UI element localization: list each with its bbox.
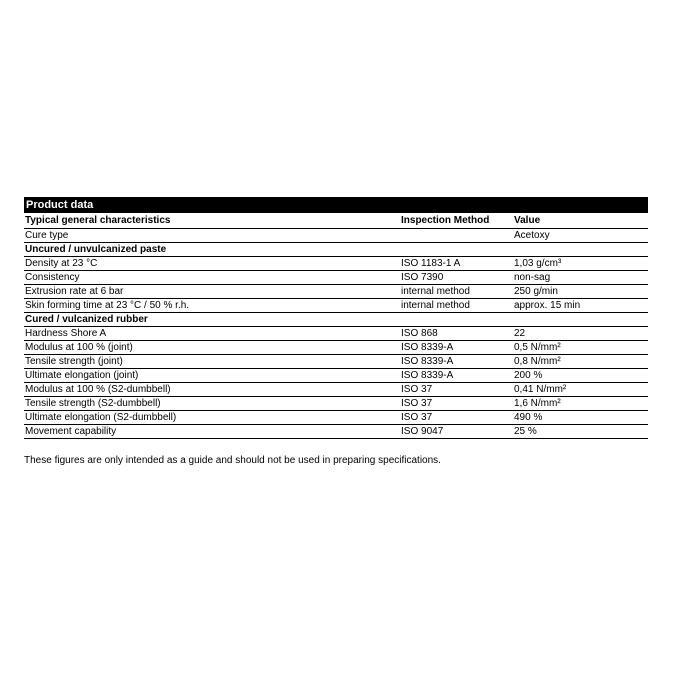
- cell-characteristic: Modulus at 100 % (joint): [24, 341, 400, 355]
- cell-inspection-method: ISO 868: [400, 327, 513, 341]
- cell-characteristic: Skin forming time at 23 °C / 50 % r.h.: [24, 299, 400, 313]
- cell-value: 0,5 N/mm²: [513, 341, 648, 355]
- cell-characteristic: Hardness Shore A: [24, 327, 400, 341]
- cell-characteristic: Cure type: [24, 229, 400, 243]
- cell-value: 1,03 g/cm³: [513, 257, 648, 271]
- cell-inspection-method: ISO 8339-A: [400, 369, 513, 383]
- product-data-table: [24, 213, 648, 439]
- cell-inspection-method: [400, 229, 513, 243]
- table-body: [24, 229, 648, 439]
- cell-inspection-method: ISO 37: [400, 383, 513, 397]
- header-characteristic: Typical general characteristics: [24, 213, 400, 229]
- section-title: Product data: [24, 197, 648, 213]
- cell-inspection-method: ISO 8339-A: [400, 355, 513, 369]
- table-row: [24, 411, 648, 425]
- cell-characteristic: Extrusion rate at 6 bar: [24, 285, 400, 299]
- cell-inspection-method: internal method: [400, 285, 513, 299]
- table-row: [24, 397, 648, 411]
- cell-value: 1,6 N/mm²: [513, 397, 648, 411]
- cell-value: 490 %: [513, 411, 648, 425]
- cell-inspection-method: internal method: [400, 299, 513, 313]
- cell-value: 0,41 N/mm²: [513, 383, 648, 397]
- cell-characteristic: Movement capability: [24, 425, 400, 439]
- section-header-label: Cured / vulcanized rubber: [24, 313, 648, 327]
- cell-characteristic: Ultimate elongation (joint): [24, 369, 400, 383]
- cell-value: non-sag: [513, 271, 648, 285]
- cell-inspection-method: ISO 8339-A: [400, 341, 513, 355]
- table-row: [24, 355, 648, 369]
- table-row: [24, 341, 648, 355]
- cell-value: approx. 15 min: [513, 299, 648, 313]
- header-inspection-method: Inspection Method: [400, 213, 513, 229]
- cell-characteristic: Tensile strength (S2-dumbbell): [24, 397, 400, 411]
- section-header-row: [24, 243, 648, 257]
- cell-value: 250 g/min: [513, 285, 648, 299]
- cell-characteristic: Consistency: [24, 271, 400, 285]
- table-row: [24, 271, 648, 285]
- cell-inspection-method: ISO 1183-1 A: [400, 257, 513, 271]
- table-row: [24, 327, 648, 341]
- cell-value: 200 %: [513, 369, 648, 383]
- table-header-row: [24, 213, 648, 229]
- cell-characteristic: Density at 23 °C: [24, 257, 400, 271]
- cell-value: 25 %: [513, 425, 648, 439]
- table-row: [24, 369, 648, 383]
- section-header-row: [24, 313, 648, 327]
- table-row: [24, 257, 648, 271]
- product-data-sheet: [24, 197, 648, 439]
- table-row: [24, 229, 648, 243]
- cell-characteristic: Tensile strength (joint): [24, 355, 400, 369]
- table-row: [24, 285, 648, 299]
- cell-inspection-method: ISO 37: [400, 411, 513, 425]
- cell-inspection-method: ISO 9047: [400, 425, 513, 439]
- header-value: Value: [513, 213, 648, 229]
- table-row: [24, 299, 648, 313]
- section-header-label: Uncured / unvulcanized paste: [24, 243, 648, 257]
- cell-value: Acetoxy: [513, 229, 648, 243]
- cell-characteristic: Ultimate elongation (S2-dumbbell): [24, 411, 400, 425]
- cell-value: 0,8 N/mm²: [513, 355, 648, 369]
- cell-inspection-method: ISO 37: [400, 397, 513, 411]
- footnote: These figures are only intended as a guide and should not be used in preparing specifications.: [24, 455, 441, 466]
- table-row: [24, 425, 648, 439]
- cell-inspection-method: ISO 7390: [400, 271, 513, 285]
- cell-value: 22: [513, 327, 648, 341]
- table-row: [24, 383, 648, 397]
- cell-characteristic: Modulus at 100 % (S2-dumbbell): [24, 383, 400, 397]
